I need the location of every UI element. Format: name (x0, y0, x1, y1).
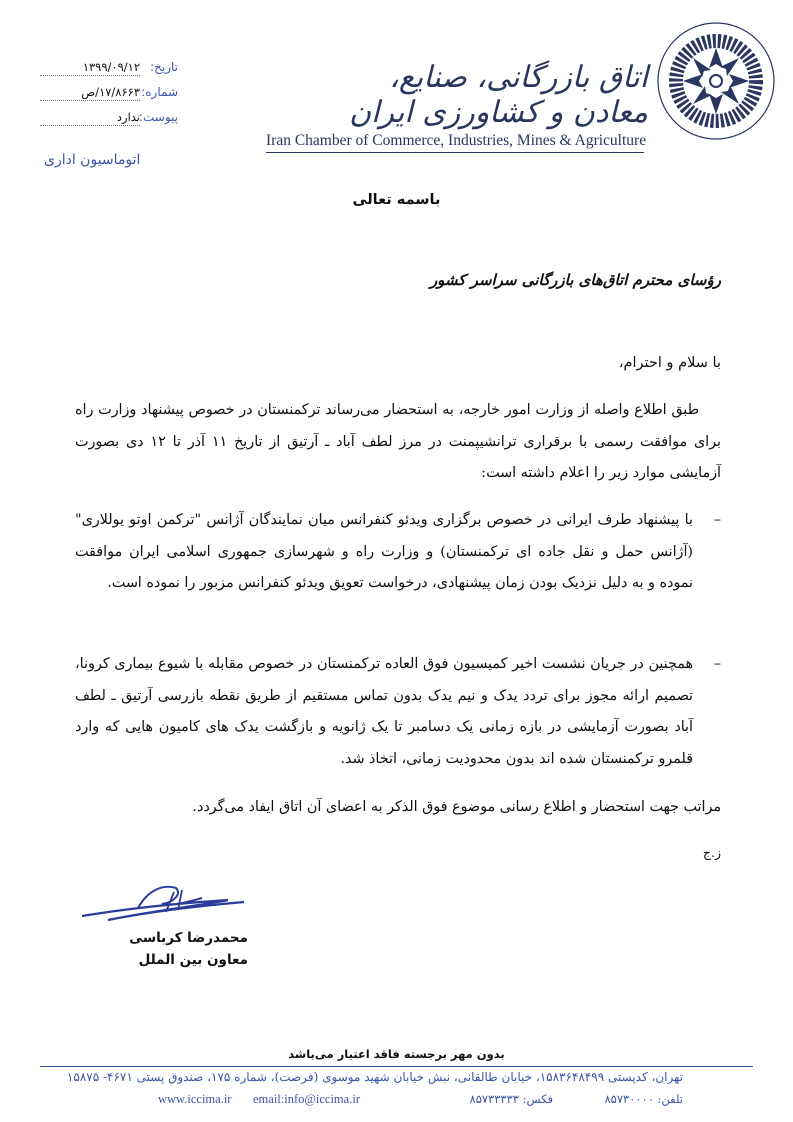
number-label: شماره: (141, 85, 178, 99)
bullet-dash: – (713, 512, 721, 528)
date-label: تاریخ: (150, 60, 178, 74)
bullet-text: همچنین در جریان نشست اخیر کمیسیون فوق العاده ترکمنستان در خصوص مقابله با شیوع بیماری کرونا، تصمیم ارائه مجوز برای تردد یدک و نیم یدک بدون تماس مستقیم از طریق نقطه بازرسی آرتیق ـ لطف آباد بصورت آزمایشی در بازه زمانی یک دسامبر تا یک ژانویه و بازگشت یدک های کامیون هایی که وارد قلمرو ترکمنستان شده اند بدون محدودیت زمانی، اتخاذ شد. (75, 656, 693, 767)
closing-paragraph: مراتب جهت استحضار و اطلاع رسانی موضوع فوق الذکر به اعضای آن اتاق ایفاد می‌گردد. (192, 799, 721, 815)
addressee-line: رؤسای محترم اتاق‌های بازرگانی سراسر کشور (429, 271, 721, 289)
intro-paragraph: طبق اطلاع واصله از وزارت امور خارجه، به استحضار می‌رساند ترکمنستان در خصوص پیشنهاد وزارت راه برای موافقت رسمی با برقراری ترانشیپمنت در مرز لطف آباد ـ آرتیق از تاریخ ۱۱ آذر تا ۱۲ دی بصورت آزمایشی موارد زیر را اعلام داشته است: (75, 402, 721, 481)
signer-name: محمدرضا کرباسی (129, 930, 248, 946)
attachment-value: ندارد (40, 110, 140, 126)
footer-divider (40, 1066, 753, 1067)
attachment-label: پیوست: (138, 110, 178, 124)
attachment-field (40, 110, 178, 130)
footer-email-link[interactable]: email:info@iccima.ir (253, 1092, 360, 1106)
footer-website-link[interactable]: www.iccima.ir (158, 1092, 232, 1106)
invocation-heading: باسمه تعالی (352, 192, 441, 208)
signer-title: معاون بین الملل (138, 952, 248, 968)
date-value: ۱۳۹۹/۰۹/۱۲ (40, 60, 140, 76)
bullet-text: با پیشنهاد طرف ایرانی در خصوص برگزاری ویدئو کنفرانس میان نمایندگان آژانس "ترکمن اوتو یوللاری" (آژانس حمل و نقل جاده ای ترکمنستان) و وزارت راه و شهرسازی جمهوری اسلامی ایران موافقت نموده و به دلیل نزدیک بودن زمان پیشنهادی، درخواست تعویق ویدئو کنفرانس مزبور را نموده است. (75, 512, 693, 591)
number-field (40, 85, 178, 105)
date-field (40, 60, 178, 80)
bullet-dash: – (713, 656, 721, 672)
signature-icon (78, 880, 248, 930)
number-value: ۱۷/۸۶۶۳/ص (40, 85, 140, 101)
salutation: با سلام و احترام، (618, 355, 721, 371)
org-name-persian: اتاق بازرگانی، صنایع، معادن و کشاورزی ایران (349, 60, 648, 130)
typist-initials: ز.ج (702, 845, 721, 860)
chamber-logo-icon (655, 20, 777, 142)
automation-stamp: اتوماسیون اداری (44, 152, 141, 168)
footer-address: تهران، کدپستی ۱۵۸۳۶۴۸۴۹۹، خیابان طالقانی، نبش خیابان شهید موسوی (فرصت)، شماره ۱۷۵، صندوق پستی ۴۶۷۱- ۱۵۸۷۵ (66, 1070, 683, 1084)
footer-contact-row (83, 1092, 683, 1110)
footer-phone: تلفن: ۸۵۷۳۰۰۰۰ (604, 1092, 683, 1106)
seal-validity-note: بدون مهر برجسته فاقد اعتبار می‌باشد (288, 1047, 505, 1061)
header-divider (266, 152, 644, 153)
footer-fax: فکس: ۸۵۷۳۳۳۳۳ (469, 1092, 553, 1106)
org-name-english: Iran Chamber of Commerce, Industries, Mines & Agriculture (266, 132, 647, 149)
